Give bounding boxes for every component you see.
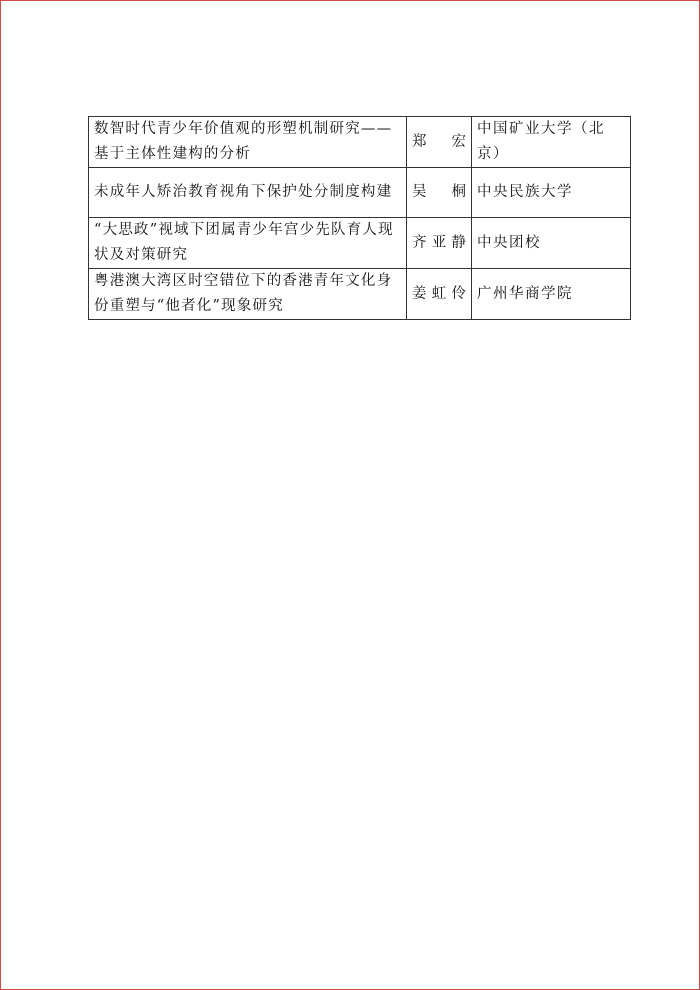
project-title-cell: 未成年人矫治教育视角下保护处分制度构建 xyxy=(89,168,407,218)
organization-cell: 中国矿业大学（北京） xyxy=(472,117,631,168)
author-cell: 姜虹伶 xyxy=(407,269,472,320)
organization-cell: 中央民族大学 xyxy=(472,168,631,218)
project-table xyxy=(88,116,631,320)
table-row xyxy=(89,168,631,218)
table-row xyxy=(89,218,631,269)
author-cell: 郑 宏 xyxy=(407,117,472,168)
project-title-cell: 数智时代青少年价值观的形塑机制研究——基于主体性建构的分析 xyxy=(89,117,407,168)
table-row xyxy=(89,117,631,168)
organization-cell: 广州华商学院 xyxy=(472,269,631,320)
table-row xyxy=(89,269,631,320)
organization-cell: 中央团校 xyxy=(472,218,631,269)
author-cell: 齐亚静 xyxy=(407,218,472,269)
author-cell: 吴 桐 xyxy=(407,168,472,218)
project-title-cell: “大思政”视域下团属青少年宫少先队育人现状及对策研究 xyxy=(89,218,407,269)
project-title-cell: 粤港澳大湾区时空错位下的香港青年文化身份重塑与“他者化”现象研究 xyxy=(89,269,407,320)
